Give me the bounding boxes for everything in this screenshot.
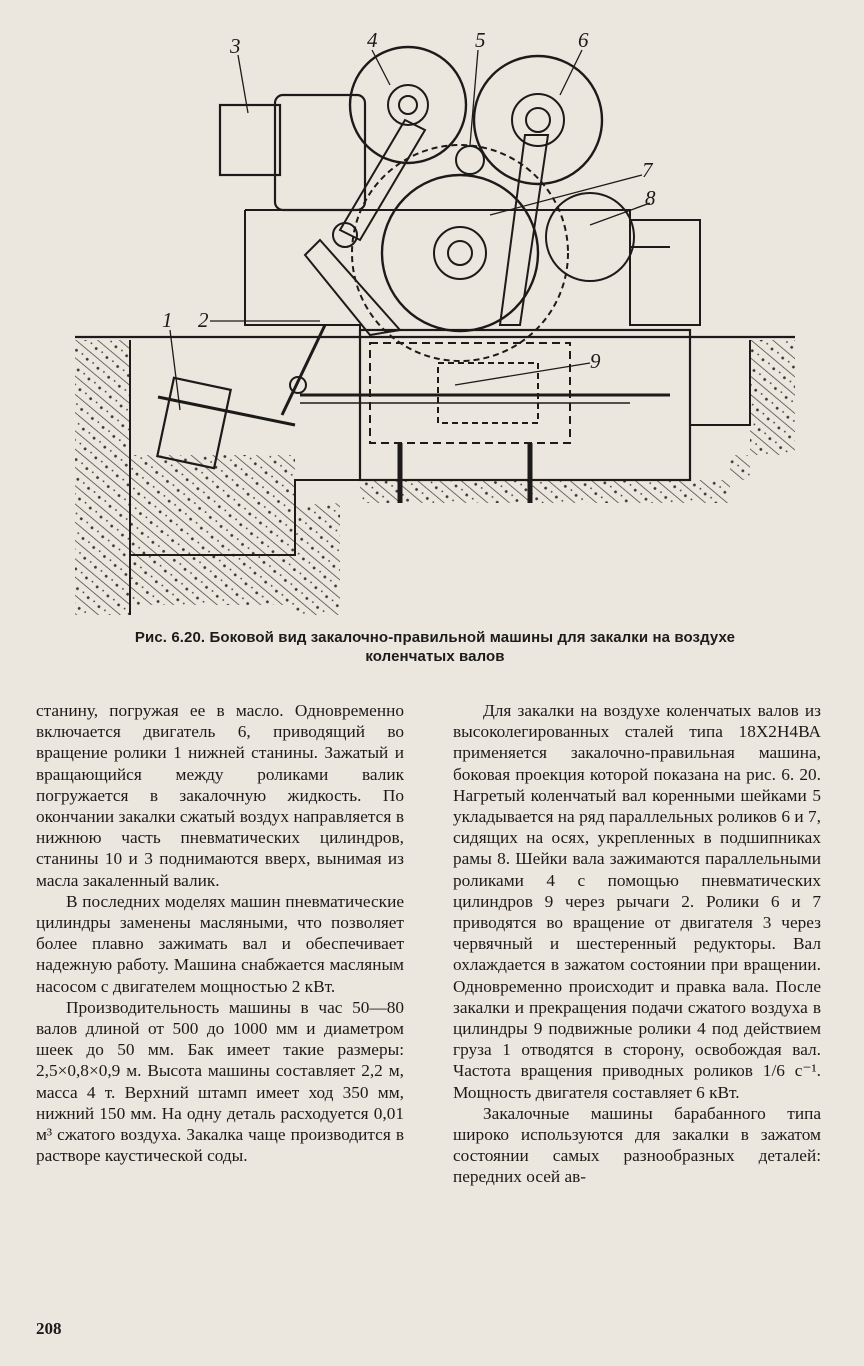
figure-label-1: 1 bbox=[162, 308, 173, 332]
figure-label-3: 3 bbox=[230, 34, 241, 58]
paragraph: В последних моделях машин пневматические цилиндры заменены масляными, что позволяет более плавно зажимать вал и обеспечивает надежную работу. Машина снабжается масляным насосом с двигателем мощностью 2 кВт. bbox=[36, 891, 404, 996]
left-column bbox=[36, 700, 404, 1166]
paragraph: Производительность машины в час 50—80 валов длиной от 500 до 1000 мм и диаметром шеек до 50 мм. Бак имеет такие размеры: 2,5×0,8×0,9 м. Высота машины составляет 2,2 м, масса 4 т. Верхний штамп имеет ход 350 мм, нижний 150 мм. На одну деталь расходуется 0,01 м³ сжатого воздуха. Закалка чаще производится в растворе каустической соды. bbox=[36, 997, 404, 1166]
figure-label-8: 8 bbox=[645, 186, 656, 210]
paragraph: Закалочные машины барабанного типа широко используются для закалки в зажатом состоянии самых разнообразных деталей: передних осей ав- bbox=[453, 1103, 821, 1187]
figure-label-2: 2 bbox=[198, 308, 209, 332]
machine-drawing bbox=[70, 25, 800, 625]
right-column bbox=[453, 700, 821, 1188]
caption-label: Рис. 6.20. bbox=[134, 629, 206, 646]
figure-label-7: 7 bbox=[642, 158, 653, 182]
figure-label-5: 5 bbox=[475, 28, 486, 52]
page-number: 208 bbox=[36, 1319, 62, 1338]
caption-text: Боковой вид закалочно-правильной машины для закалки на воздухе коленчатых валов bbox=[209, 629, 736, 665]
paragraph: станину, погружая ее в масло. Одновременно включается двигатель 6, приводящий во вращение ролики 1 нижней станины. Зажатый и вращающийся между роликами валик погружается в закалочную жидкость. По окончании закалки сжатый воздух направляется в нижнюю часть пневматических цилиндров, станины 10 и 3 поднимаются вверх, вынимая из масла закаленный валик. bbox=[36, 701, 404, 890]
figure-caption bbox=[100, 628, 770, 666]
figure-label-9: 9 bbox=[590, 349, 601, 373]
paragraph: Для закалки на воздухе коленчатых валов из высоколегированных сталей типа 18Х2Н4ВА применяется закалочно-правильная машина, боковая проекция которой показана на рис. 6. 20. Нагретый коленчатый вал коренными шейками 5 укладывается на ряд параллельных роликов 6 и 7, сидящих на осях, укрепленных в подшипниках рамы 8. Шейки вала зажимаются параллельными роликами 4 с помощью пневматических цилиндров 9 через рычаги 2. Ролики 6 и 7 приводятся во вращение от двигателя 3 через червячный и шестеренный редукторы. Вал охлаждается в зажатом состоянии при вращении. Одновременно происходит и правка вала. После закалки и прекращения подачи сжатого воздуха в цилиндры 9 подвижные ролики 4 под действием груза 1 отводятся в сторону, освобождая вал. Частота вращения приводных роликов 1/6 с⁻¹. Мощность двигателя составляет 6 кВт. bbox=[453, 701, 821, 1102]
figure-label-4: 4 bbox=[367, 28, 378, 52]
figure-label-6: 6 bbox=[578, 28, 589, 52]
